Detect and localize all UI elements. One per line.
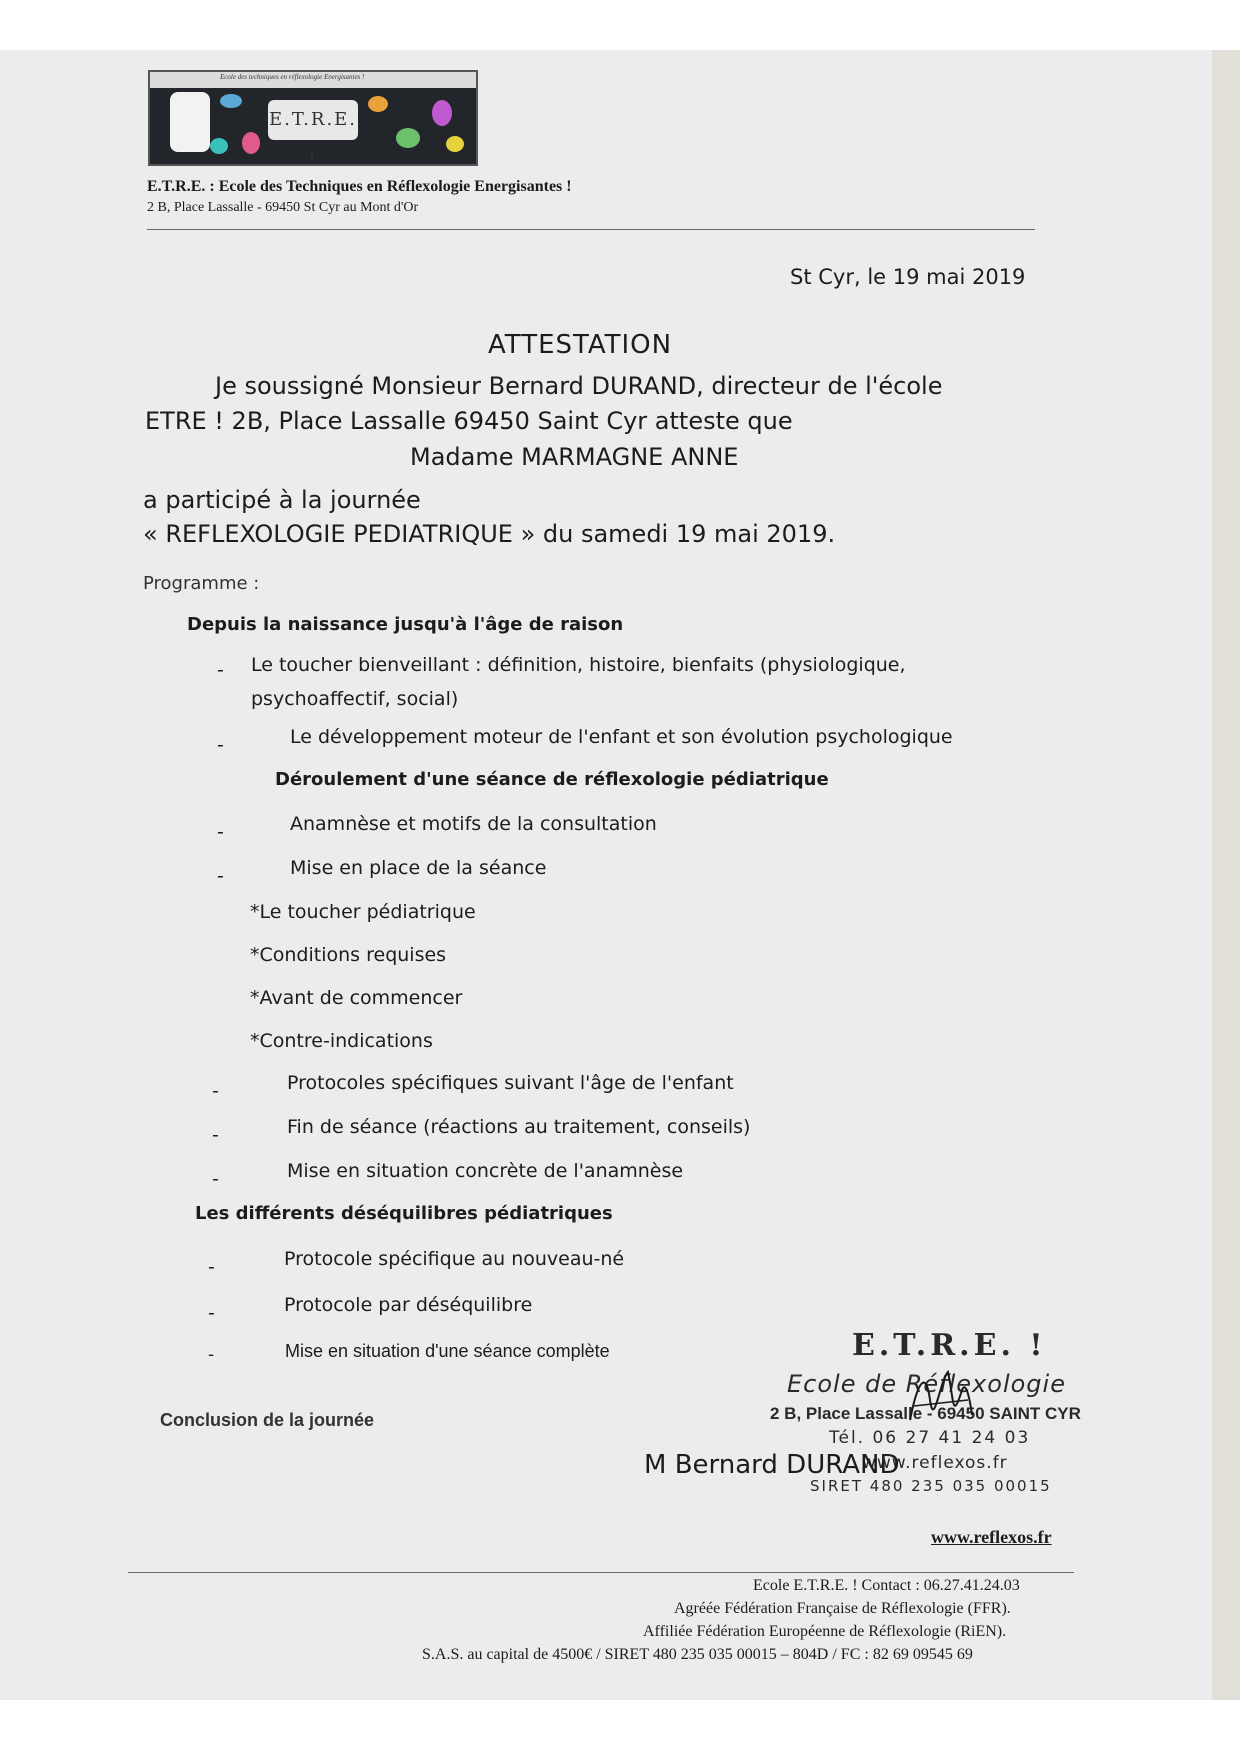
header-school-name: E.T.R.E. : Ecole des Techniques en Réflexologie Energisantes ! [147, 178, 572, 195]
programme-sub-4: *Contre-indications [250, 1030, 433, 1052]
paper-sheet [0, 50, 1240, 1700]
logo-strip [150, 72, 476, 88]
programme-sub-3: *Avant de commencer [250, 987, 463, 1009]
footer-legal: S.A.S. au capital de 4500€ / SIRET 480 235 035 00015 – 804D / FC : 82 69 09545 69 [422, 1646, 973, 1663]
programme-item-2: Le développement moteur de l'enfant et son évolution psychologique [290, 726, 953, 748]
handprint-green-icon [396, 128, 420, 148]
programme-item-9: Protocole par déséquilibre [284, 1294, 533, 1316]
bullet-dash: - [217, 659, 224, 681]
programme-section-2: Déroulement d'une séance de réflexologie pédiatrique [275, 769, 829, 790]
programme-item-4: Mise en place de la séance [290, 857, 547, 879]
stamp-siret: SIRET 480 235 035 00015 [810, 1477, 1052, 1495]
footer-ffr: Agréée Fédération Française de Réflexologie (FFR). [674, 1600, 1011, 1617]
school-logo [148, 70, 478, 166]
programme-section-3: Les différents déséquilibres pédiatriques [195, 1203, 613, 1224]
programme-item-1-cont: psychoaffectif, social) [251, 688, 459, 710]
footprint-orange-icon [368, 96, 388, 112]
footprint-purple-icon [432, 100, 452, 126]
stamp-title: E.T.R.E. ! [852, 1328, 1047, 1363]
bullet-dash: - [217, 865, 224, 887]
body-line-4: a participé à la journée [143, 486, 421, 514]
logo-tagline: Ecole des techniques en réflexologie Energisantes ! [220, 73, 365, 81]
header-divider [147, 229, 1035, 230]
programme-item-8: Protocole spécifique au nouveau-né [284, 1248, 625, 1270]
programme-sub-1: *Le toucher pédiatrique [250, 901, 476, 923]
handwritten-signature [900, 1360, 980, 1440]
bullet-dash: - [208, 1256, 215, 1278]
programme-sub-2: *Conditions requises [250, 944, 447, 966]
training-title: « REFLEXOLOGIE PEDIATRIQUE » du samedi 19 mai 2019. [143, 520, 836, 548]
footprint-teal-icon [210, 138, 228, 154]
bullet-dash: - [217, 821, 224, 843]
body-line-1: Je soussigné Monsieur Bernard DURAND, directeur de l'école [215, 372, 943, 400]
bullet-dash: - [208, 1345, 215, 1365]
bullet-dash: - [212, 1124, 219, 1146]
document-title: ATTESTATION [488, 330, 673, 360]
handprint-pink-icon [242, 132, 260, 154]
participant-name: Madame MARMAGNE ANNE [410, 443, 739, 471]
bullet-dash: - [212, 1168, 219, 1190]
bullet-dash: - [217, 734, 224, 756]
paper-edge [1212, 50, 1240, 1700]
footprint-blue-icon [220, 94, 242, 108]
stamp-phone: Tél. 06 27 41 24 03 [829, 1428, 1031, 1448]
footer-divider [128, 1572, 1074, 1573]
programme-section-1: Depuis la naissance jusqu'à l'âge de raison [187, 614, 624, 635]
footer-rien: Affiliée Fédération Européenne de Réflexologie (RiEN). [643, 1623, 1007, 1640]
programme-item-10: Mise en situation d'une séance complète [285, 1341, 610, 1361]
programme-item-6: Fin de séance (réactions au traitement, conseils) [287, 1116, 751, 1138]
conclusion: Conclusion de la journée [160, 1410, 375, 1430]
logo-name: E.T.R.E. ! [268, 100, 358, 140]
header-address: 2 B, Place Lassalle - 69450 St Cyr au Mont d'Or [147, 200, 419, 215]
website-link[interactable]: www.reflexos.fr [931, 1527, 1052, 1547]
handprint-yellow-icon [446, 136, 464, 152]
programme-item-1: Le toucher bienveillant : définition, histoire, bienfaits (physiologique, [251, 654, 906, 676]
stamp-address: 2 B, Place Lassalle - 69450 SAINT CYR [770, 1404, 1081, 1423]
stamp-website: www.reflexos.fr [862, 1453, 1008, 1473]
programme-item-7: Mise en situation concrète de l'anamnèse [287, 1160, 684, 1182]
programme-item-3: Anamnèse et motifs de la consultation [290, 813, 657, 835]
footer-contact: Ecole E.T.R.E. ! Contact : 06.27.41.24.03 [753, 1577, 1020, 1594]
hand-sketch-icon [170, 92, 210, 152]
signatory-name: M Bernard DURAND [644, 1450, 900, 1480]
date-line: St Cyr, le 19 mai 2019 [790, 265, 1026, 289]
programme-label: Programme : [143, 573, 260, 594]
body-line-2: ETRE ! 2B, Place Lassalle 69450 Saint Cyr atteste que [145, 407, 793, 435]
stamp-subtitle: Ecole de Réflexologie [787, 1370, 1066, 1398]
programme-item-5: Protocoles spécifiques suivant l'âge de l'enfant [287, 1072, 734, 1094]
bullet-dash: - [212, 1080, 219, 1102]
bullet-dash: - [208, 1302, 215, 1324]
